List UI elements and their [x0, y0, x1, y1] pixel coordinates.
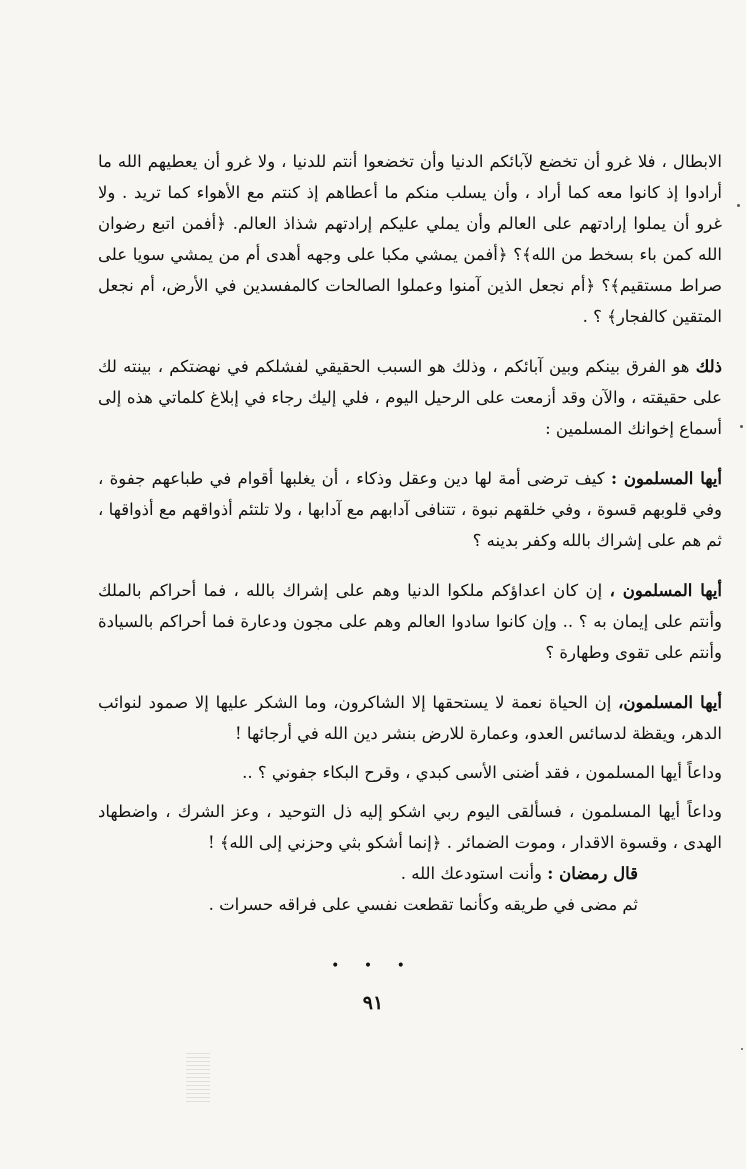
paragraph-lead: أيها المسلمون :	[610, 469, 723, 488]
paragraph-1: الابطال ، فلا غرو أن تخضع لآبائكم الدنيا وأن تخضعوا أنتم للدنيا ، ولا غرو أن يعطيهم الله ما أرادوا إذ كانوا معه كما أراد ، وأن يسلب منكم ما أعطاهم إذ كنتم مع الأهواء كما تريد . ولا غرو أن يملوا إرادتهم على العالم وأن يملي عليكم إرادتهم شذاذ العالم. ﴿أفمن اتبع رضوان الله كمن باء بسخط من الله﴾؟ ﴿أفمن يمشي مكبا على وجهه أهدى أم من يمشي سويا على صراط مستقيم﴾؟ ﴿أم نجعل الذين آمنوا وعملوا الصالحات كالمفسدين في الأرض، أم نجعل المتقين كالفجار﴾ ؟ .	[98, 152, 723, 326]
paragraph-4: أيها المسلمون ، إن كان اعداؤكم ملكوا الدنيا وهم على إشراك بالله ، فما أحراكم بالملك وأنتم على إيمان به ؟ .. وإن كانوا سادوا العالم وهم على مجون ودعارة فما أحراكم بالسيادة وأنتم على تقوى وطهارة ؟	[98, 581, 723, 662]
section-separator: • • •	[331, 958, 415, 974]
page-number: ٩١	[362, 992, 384, 1014]
scan-noise	[186, 1052, 210, 1102]
paragraph-lead: أيها المسلمون،	[618, 693, 722, 712]
page-body	[98, 146, 722, 920]
paragraph-7: وداعاً أيها المسلمون ، فسألقى اليوم ربي اشكو إليه ذل التوحيد ، وعز الشرك ، واضطهاد الهدى ، وقسوة الاقدار ، وموت الضمائر . ﴿إنما أشكو بثي وحزني إلى الله﴾ !	[98, 802, 722, 852]
paragraph-9: ثم مضى في طريقه وكأنما تقطعت نفسي على فراقه حسرات .	[208, 895, 638, 914]
paragraph-3: أيها المسلمون : كيف ترضى أمة لها دين وعقل وذكاء ، أن يغلبها أقوام في طباعهم جفوة ، وفي قلوبهم قسوة ، وفي خلقهم نبوة ، تتنافى آدابهم مع آدابها ، ولا تلتئم أذواقهم مع أذواقها ، ثم هم على إشراك بالله وكفر بدينه ؟	[98, 469, 723, 550]
paragraph-lead: ذلك	[695, 357, 722, 376]
paragraph-lead: قال رمضان :	[547, 864, 638, 883]
paragraph-5: أيها المسلمون، إن الحياة نعمة لا يستحقها إلا الشاكرون، وما الشكر عليها إلا صمود لنوائب الدهر، ويقظة لدسائس العدو، وعمارة للارض بنشر دين الله في أرجائها !	[98, 693, 722, 743]
scan-speck	[741, 1048, 743, 1050]
scan-speck	[740, 425, 743, 428]
paragraph-lead: أيها المسلمون ،	[609, 581, 723, 600]
paragraph-6: وداعاً أيها المسلمون ، فقد أضنى الأسى كبدي ، وقرح البكاء جفوني ؟ ..	[242, 763, 722, 782]
paragraph-8: قال رمضان : وأنت استودعك الله .	[400, 864, 638, 883]
paragraph-2: ذلك هو الفرق بينكم وبين آبائكم ، وذلك هو السبب الحقيقي لفشلكم في نهضتكم ، بينته لك على حقيقته ، والآن وقد أزمعت على الرحيل اليوم ، فلي إليك رجاء في إبلاغ كلماتي هذه إلى أسماع إخوانك المسلمين :	[98, 357, 723, 438]
scan-speck	[737, 204, 740, 207]
